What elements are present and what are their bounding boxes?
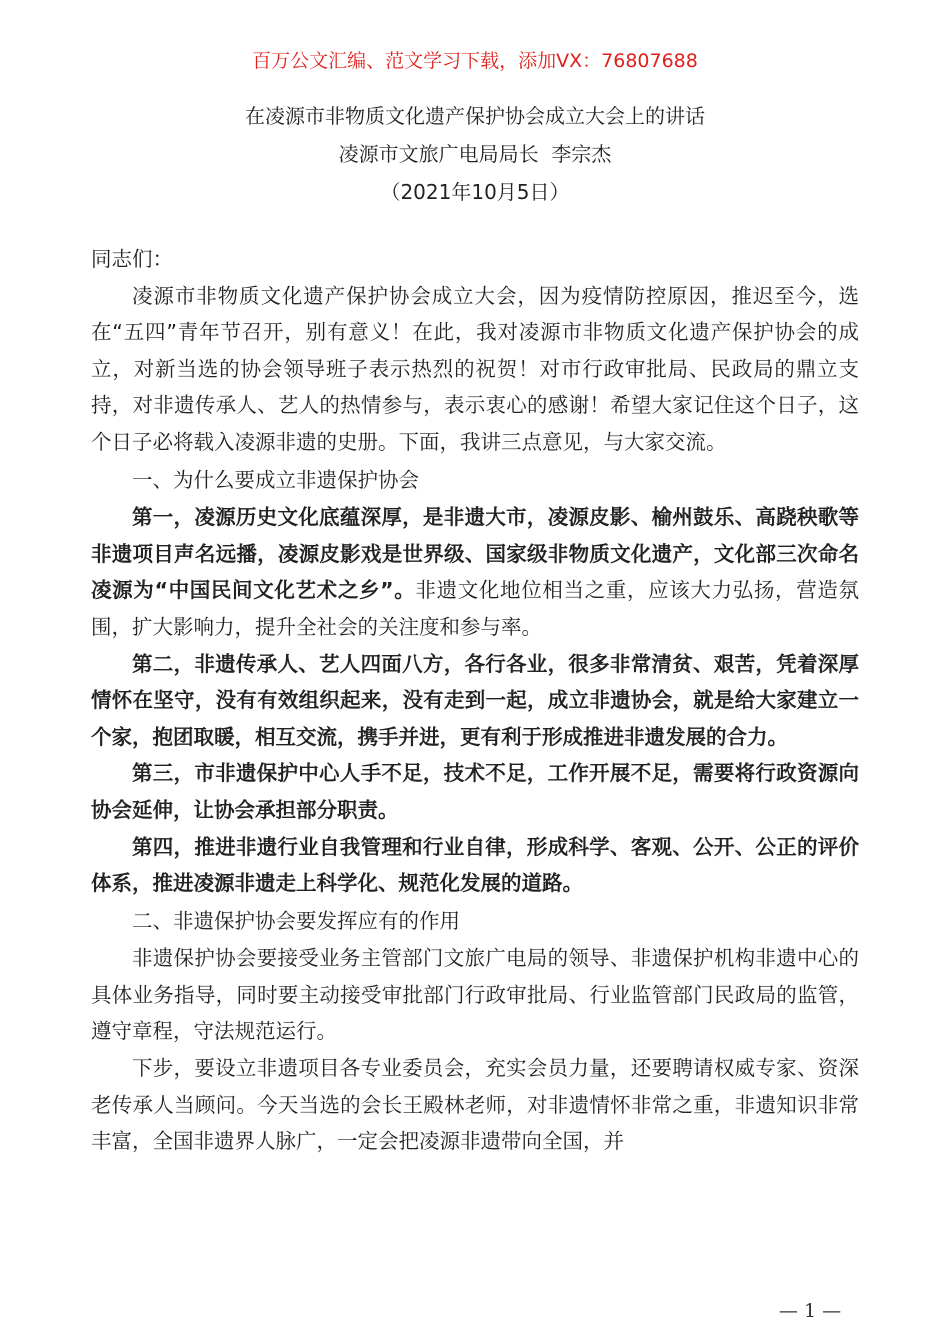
next-steps-paragraph: 下步，要设立非遗项目各专业委员会，充实会员力量，还要聘请权威专家、资深老传承人当顾问。今天当选的会长王殿林老师，对非遗情怀非常之重，非遗知识非常丰富，全国非遗界人脉广，一定会把凌源非遗带向全国，并 [91, 1056, 859, 1154]
speech-body [91, 241, 859, 1160]
point-2-paragraph: 第二，非遗传承人、艺人四面八方，各行各业，很多非常清贫、艰苦，凭着深厚情怀在坚守，没有有效组织起来，没有走到一起，成立非遗协会，就是给大家建立一个家，抱团取暖，相互交流，携手并进，更有利于形成推进非遗发展的合力。 [91, 651, 859, 749]
point-1-paragraph [91, 499, 859, 645]
page-number: — 1 — [778, 1300, 842, 1322]
point-3-paragraph: 第三，市非遗保护中心人手不足，技术不足，工作开展不足，需要将行政资源向协会延伸，让协会承担部分职责。 [91, 761, 859, 822]
watermark-banner: 百万公文汇编、范文学习下载，添加VX：76807688 [252, 50, 698, 72]
point-1-rest: 非遗文化地位相当之重，应该大力弘扬，营造氛围，扩大影响力，提升全社会的关注度和参与率。 [91, 578, 860, 639]
speech-date: （2021年10月5日） [380, 180, 570, 204]
speaker-line: 凌源市文旅广电局局长 李宗杰 [338, 142, 612, 166]
title-block [0, 97, 950, 211]
point-1-bold: 第一，凌源历史文化底蕴深厚，是非遗大市，凌源皮影、榆州鼓乐、高跷秧歌等非遗项目声名远播，凌源皮影戏是世界级、国家级非物质文化遗产，文化部三次命名凌源为“中国民间文化艺术之乡”。 [91, 505, 859, 603]
intro-paragraph: 凌源市非物质文化遗产保护协会成立大会，因为疫情防控原因，推迟至今，选在“五四”青年节召开，别有意义！在此，我对凌源市非物质文化遗产保护协会的成立，对新当选的协会领导班子表示热烈的祝贺！对市行政审批局、民政局的鼎立支持，对非遗传承人、艺人的热情参与，表示衷心的感谢！希望大家记住这个日子，这个日子必将载入凌源非遗的史册。下面，我讲三点意见，与大家交流。 [91, 283, 859, 454]
speech-title: 在凌源市非物质文化遗产保护协会成立大会上的讲话 [245, 104, 705, 128]
point-4-paragraph: 第四，推进非遗行业自我管理和行业自律，形成科学、客观、公开、公正的评价体系，推进凌源非遗走上科学化、规范化发展的道路。 [91, 834, 859, 896]
salutation: 同志们： [91, 247, 173, 271]
section-heading-1: 一、为什么要成立非遗保护协会 [132, 467, 419, 492]
section-2-paragraph: 非遗保护协会要接受业务主管部门文旅广电局的领导、非遗保护机构非遗中心的具体业务指导，同时要主动接受审批部门行政审批局、行业监管部门民政局的监管，遵守章程，守法规范运行。 [91, 946, 859, 1044]
section-heading-2: 二、非遗保护协会要发挥应有的作用 [132, 908, 460, 933]
